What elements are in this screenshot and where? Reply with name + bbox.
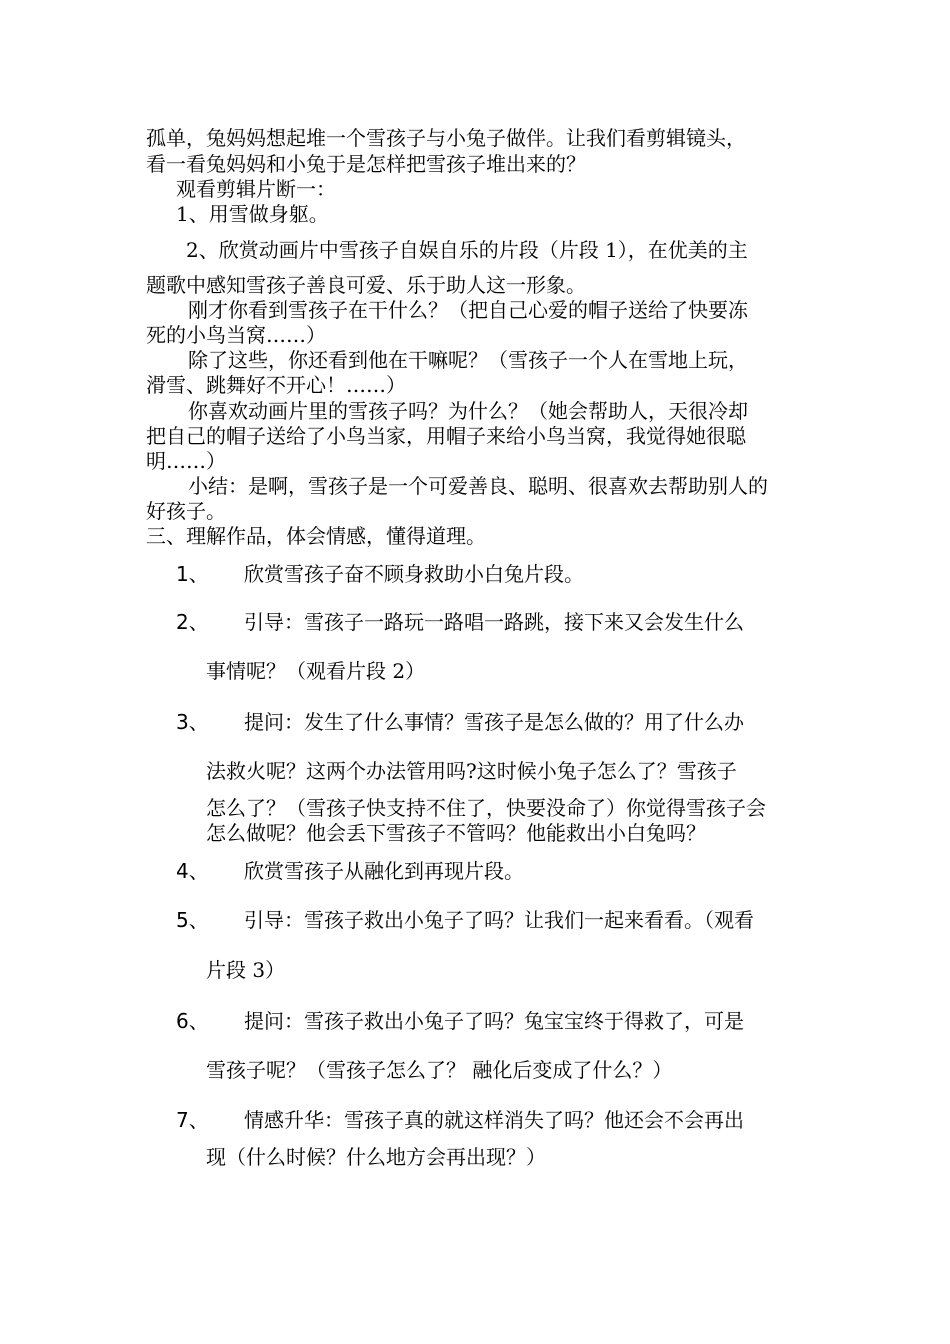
list-item-text: 法救火呢？这两个办法管用吗?这时候小兔子怎么了？雪孩子 <box>206 759 737 783</box>
list-item-text: 现（什么时候？什么地方会再出现？） <box>206 1145 546 1169</box>
paragraph-line: 小结：是啊，雪孩子是一个可爱善良、聪明、很喜欢去帮助别人的 <box>188 474 768 498</box>
list-item-text: 情感升华：雪孩子真的就这样消失了吗？他还会不会再出 <box>244 1108 744 1132</box>
list-item-text: 片段 3） <box>206 958 286 982</box>
section-heading: 三、理解作品，体会情感，懂得道理。 <box>146 524 486 548</box>
list-item-text: 欣赏雪孩子奋不顾身救助小白兔片段。 <box>244 562 584 586</box>
list-item-number: 4、 <box>176 859 209 883</box>
paragraph-line: 你喜欢动画片里的雪孩子吗？为什么？（她会帮助人，天很冷却 <box>188 399 748 423</box>
list-item-text: 怎么做呢？他会丢下雪孩子不管吗？他能救出小白兔吗？ <box>206 821 706 845</box>
paragraph-line: 观看剪辑片断一： <box>176 177 336 201</box>
list-item-text: 引导：雪孩子一路玩一路唱一路跳，接下来又会发生什么 <box>244 610 744 634</box>
list-item-number: 6、 <box>176 1009 209 1033</box>
paragraph-line: 1、用雪做身躯。 <box>176 202 329 226</box>
list-item-text: 欣赏雪孩子从融化到再现片段。 <box>244 859 524 883</box>
paragraph-line: 死的小鸟当窝……） <box>146 323 326 347</box>
list-item-number: 3、 <box>176 710 209 734</box>
paragraph-line: 把自己的帽子送给了小鸟当家，用帽子来给小鸟当窝，我觉得她很聪 <box>146 424 746 448</box>
list-item-number: 2、 <box>176 610 209 634</box>
paragraph-line: 题歌中感知雪孩子善良可爱、乐于助人这一形象。 <box>146 273 586 297</box>
paragraph-line: 除了这些，你还看到他在干嘛呢？（雪孩子一个人在雪地上玩， <box>188 348 748 372</box>
list-item-number: 7、 <box>176 1108 209 1132</box>
paragraph-line: 孤单，兔妈妈想起堆一个雪孩子与小兔子做伴。让我们看剪辑镜头， <box>146 126 746 150</box>
list-item-text: 怎么了？（雪孩子快支持不住了，快要没命了）你觉得雪孩子会 <box>206 796 766 820</box>
paragraph-line: 看一看兔妈妈和小兔于是怎样把雪孩子堆出来的？ <box>146 152 586 176</box>
paragraph-line: 明……） <box>146 449 226 473</box>
paragraph-line: 刚才你看到雪孩子在干什么？（把自己心爱的帽子送给了快要冻 <box>188 298 748 322</box>
list-item-text: 事情呢？（观看片段 2） <box>206 659 426 683</box>
list-item-number: 1、 <box>176 562 209 586</box>
list-item-text: 提问：雪孩子救出小兔子了吗？兔宝宝终于得救了，可是 <box>244 1009 744 1033</box>
paragraph-line: 滑雪、跳舞好不开心！……） <box>146 373 406 397</box>
paragraph-line: 好孩子。 <box>146 499 226 523</box>
paragraph-line: 2、欣赏动画片中雪孩子自娱自乐的片段（片段 1），在优美的主 <box>186 238 748 262</box>
list-item-text: 引导：雪孩子救出小兔子了吗？让我们一起来看看。（观看 <box>244 908 754 932</box>
list-item-text: 雪孩子呢？（雪孩子怎么了？ 融化后变成了什么？） <box>206 1058 673 1082</box>
list-item-number: 5、 <box>176 908 209 932</box>
list-item-text: 提问：发生了什么事情？雪孩子是怎么做的？用了什么办 <box>244 710 744 734</box>
